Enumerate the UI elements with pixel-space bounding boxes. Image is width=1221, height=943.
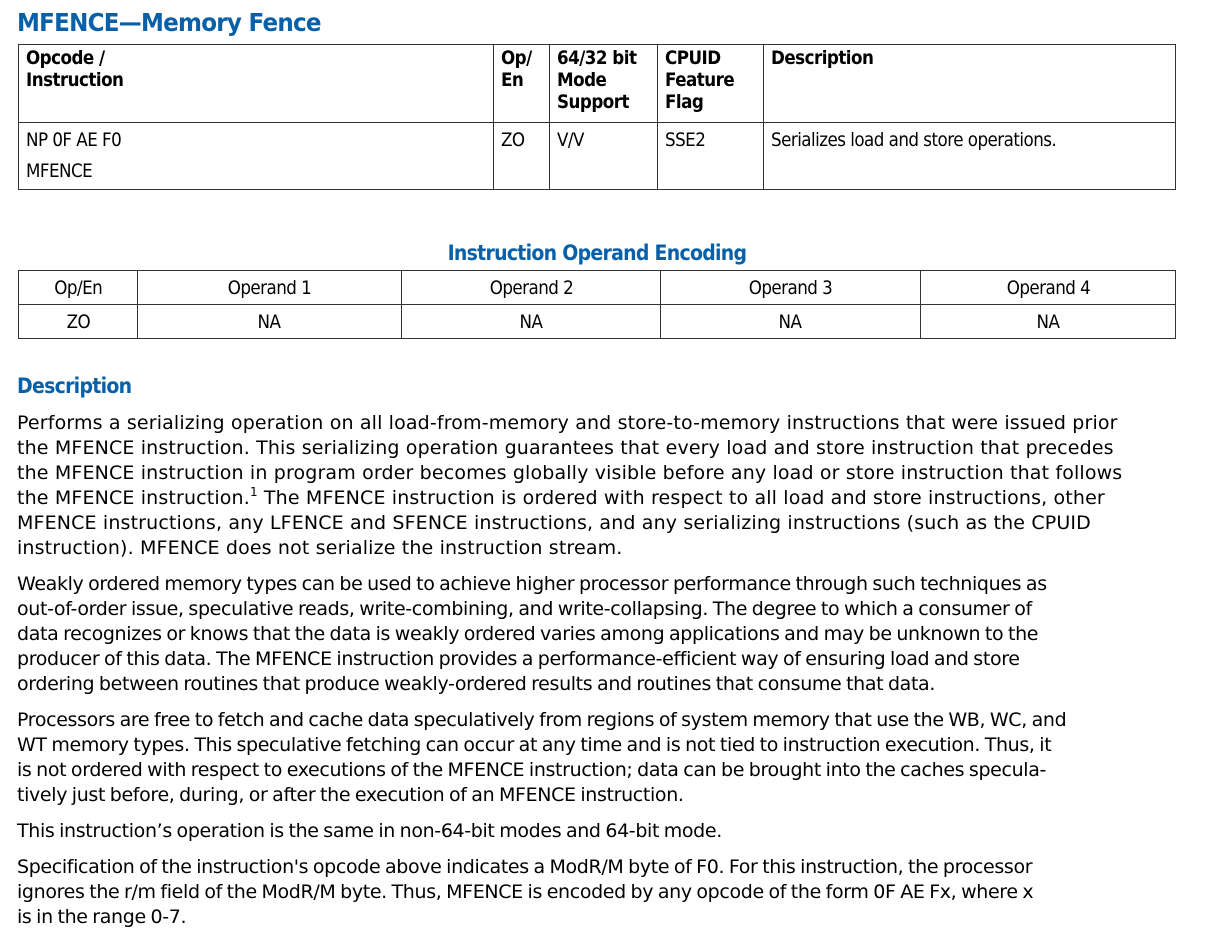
operand-encoding-table [18, 270, 1176, 339]
text-line: Performs a serializing operation on all load-from-memory and store-to-memory instructions that were issued prior [17, 412, 1118, 434]
text-line: is not ordered with respect to executions of the MFENCE instruction; data can be brought into the caches specula- [17, 759, 1047, 781]
description-heading: Description [17, 374, 132, 398]
instruction-value: MFENCE [26, 160, 93, 182]
text-line: producer of this data. The MFENCE instruction provides a performance-efficient way of ensuring load and store [17, 648, 1020, 670]
page-title: MFENCE—Memory Fence [17, 8, 321, 37]
text-line: Specification of the instruction's opcode above indicates a ModR/M byte of F0. For this instruction, the processor [17, 856, 1033, 878]
cell-operand-2: NA [402, 305, 661, 339]
text-line: data recognizes or knows that the data is weakly ordered varies among applications and may be unknown to the [17, 623, 1039, 645]
header-opcode-instruction: Opcode / Instruction [19, 45, 494, 123]
footnote-marker[interactable]: 1 [249, 485, 258, 499]
cell-cpuid-flag: SSE2 [658, 123, 764, 190]
table-row [19, 123, 1176, 190]
header-operand-1: Operand 1 [138, 271, 402, 305]
description-paragraph-4 [17, 819, 1207, 844]
text-line: Processors are free to fetch and cache data speculatively from regions of system memory that use the WB, WC, and [17, 709, 1067, 731]
text-line: the MFENCE instruction. This serializing operation guarantees that every load and store instruction that precedes [17, 437, 1114, 459]
cell-opcode-instruction [19, 123, 494, 190]
operand-header-row [19, 271, 1176, 305]
opcode-table-header-row [19, 45, 1176, 123]
header-cpuid-flag: CPUID Feature Flag [658, 45, 764, 123]
description-paragraph-1 [17, 411, 1207, 561]
header-op-en: Op/ En [494, 45, 550, 123]
description-paragraph-3 [17, 708, 1207, 808]
text-line: the MFENCE instruction.$^1$ The MFENCE instruction is ordered with respect to all load and store instructions, other [17, 485, 1105, 509]
text-line: Weakly ordered memory types can be used to achieve higher processor performance through such techniques as [17, 573, 1047, 595]
text-line: MFENCE instructions, any LFENCE and SFENCE instructions, and any serializing instructions (such as the CPUID [17, 512, 1091, 534]
header-mode-support: 64/32 bit Mode Support [550, 45, 658, 123]
header-operand-4: Operand 4 [921, 271, 1176, 305]
text-line: ignores the r/m field of the ModR/M byte. Thus, MFENCE is encoded by any opcode of the form 0F AE Fx, where x [17, 881, 1034, 903]
text-line: This instruction’s operation is the same in non-64-bit modes and 64-bit mode. [17, 820, 722, 842]
opcode-table [18, 44, 1176, 190]
text-line: is in the range 0-7. [17, 906, 187, 928]
cell-operand-4: NA [921, 305, 1176, 339]
cell-operand-1: NA [138, 305, 402, 339]
description-paragraph-2 [17, 572, 1207, 697]
text-line: out-of-order issue, speculative reads, write-combining, and write-collapsing. The degree to which a consumer of [17, 598, 1032, 620]
header-operand-2: Operand 2 [402, 271, 661, 305]
text-line: tively just before, during, or after the execution of an MFENCE instruction. [17, 784, 684, 806]
cell-op-en: ZO [19, 305, 138, 339]
description-paragraph-5 [17, 855, 1207, 930]
cell-mode-support: V/V [550, 123, 658, 190]
header-description: Description [764, 45, 1176, 123]
table-row [19, 305, 1176, 339]
header-op-en: Op/En [19, 271, 138, 305]
cell-op-en: ZO [494, 123, 550, 190]
text-line: ordering between routines that produce weakly-ordered results and routines that consume that data. [17, 673, 936, 695]
text-line: the MFENCE instruction in program order becomes globally visible before any load or store instruction that follows [17, 462, 1123, 484]
operand-encoding-title: Instruction Operand Encoding [447, 241, 746, 265]
text-line: WT memory types. This speculative fetching can occur at any time and is not tied to instruction execution. Thus, it [17, 734, 1052, 756]
text-line: instruction). MFENCE does not serialize the instruction stream. [17, 537, 623, 559]
cell-operand-3: NA [661, 305, 921, 339]
cell-description: Serializes load and store operations. [764, 123, 1176, 190]
header-operand-3: Operand 3 [661, 271, 921, 305]
opcode-value: NP 0F AE F0 [26, 129, 122, 151]
